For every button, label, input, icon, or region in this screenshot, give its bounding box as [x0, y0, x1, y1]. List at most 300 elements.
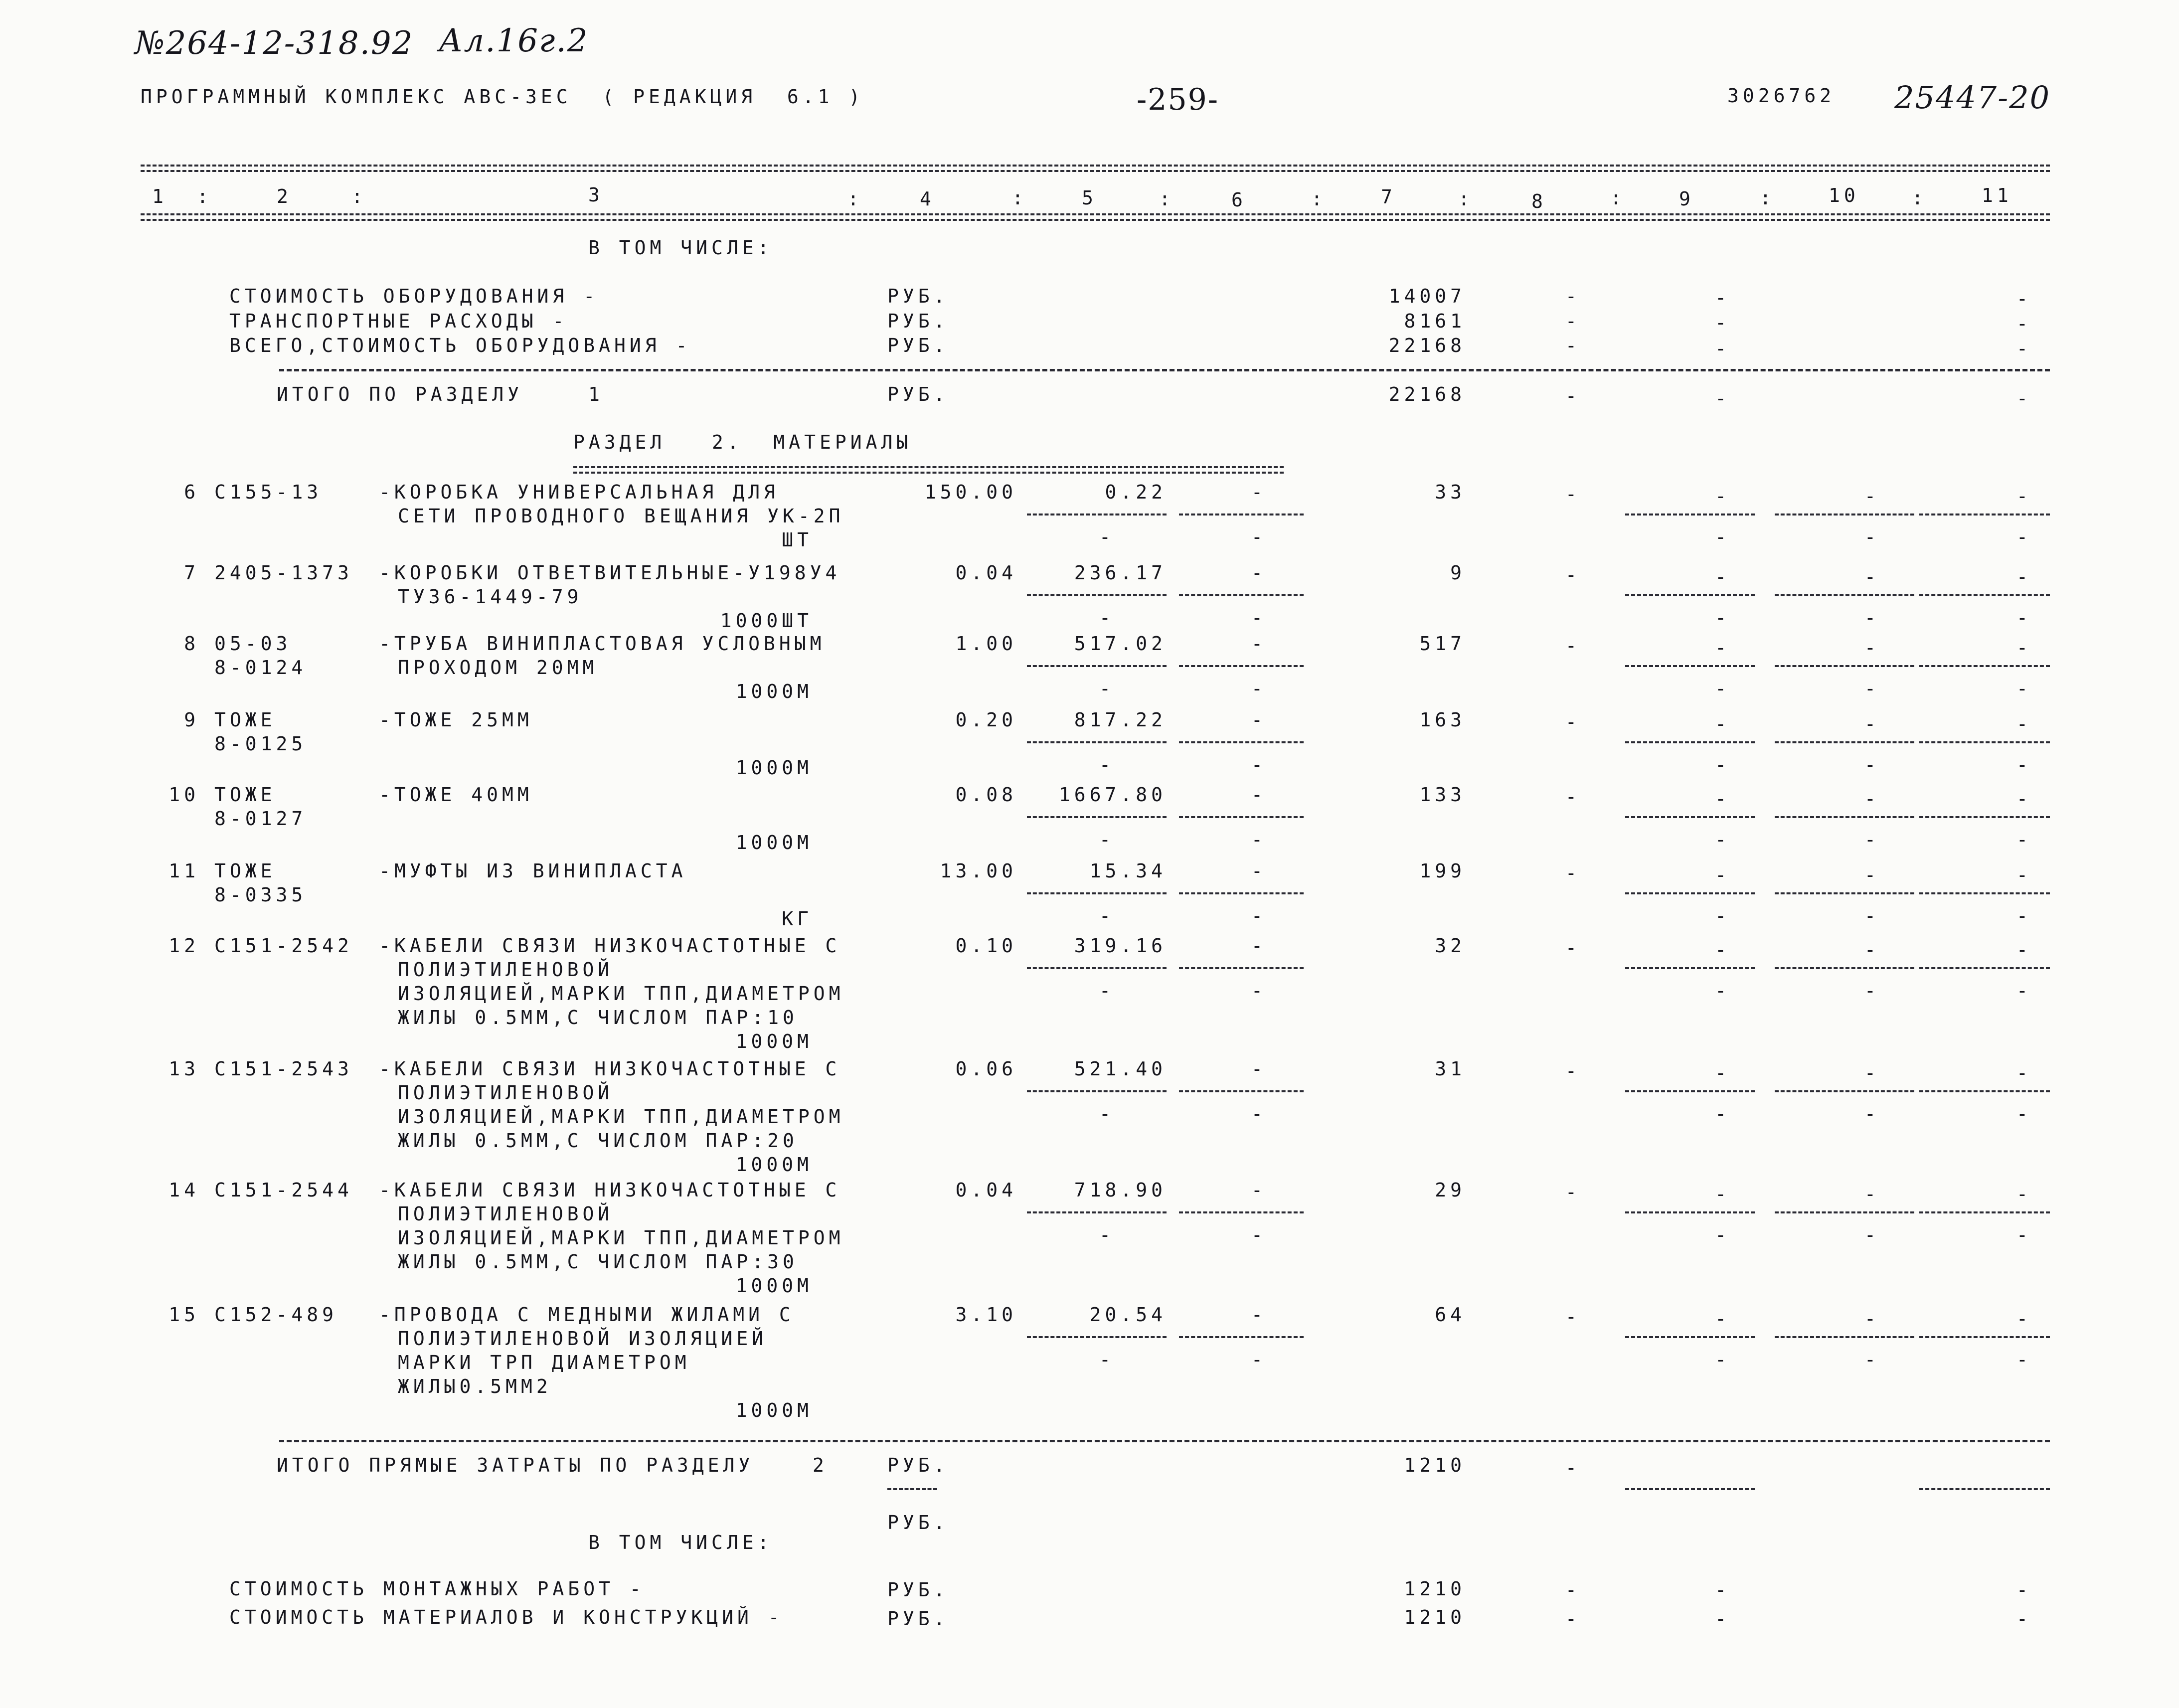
- empty-field-divider: [1919, 665, 2050, 667]
- col-5: 5: [1082, 187, 1097, 209]
- row-description: ПОЛИЭТИЛЕНОВОЙ: [398, 1203, 614, 1225]
- total-c8: -: [1565, 385, 1581, 407]
- empty-dash: -: [1715, 980, 1730, 1002]
- empty-dash: -: [2016, 713, 2032, 735]
- empty-field-divider: [1775, 1090, 1914, 1092]
- section2-vtom-label: В ТОМ ЧИСЛЕ:: [588, 1532, 773, 1553]
- empty-field-divider: [1625, 513, 1755, 515]
- page-number: -259-: [1137, 82, 1219, 117]
- empty-dash: -: [1099, 607, 1115, 629]
- empty-dash: -: [1099, 1103, 1115, 1125]
- row-description: -КАБЕЛИ СВЯЗИ НИЗКОЧАСТОТНЫЕ С: [379, 1179, 841, 1201]
- price-divider: [1179, 741, 1304, 743]
- empty-dash: -: [1864, 829, 1880, 851]
- empty-dash: -: [1864, 788, 1880, 810]
- empty-dash: -: [1251, 678, 1267, 699]
- empty-dash: -: [2016, 905, 2032, 927]
- line-c11: -: [2016, 1579, 2032, 1601]
- empty-dash: -: [2016, 788, 2032, 810]
- header-rule-top: [141, 165, 2050, 172]
- line-c9: -: [1715, 1579, 1730, 1601]
- price-divider: [1027, 594, 1167, 596]
- empty-dash: -: [2016, 980, 2032, 1002]
- row-number: 7: [184, 562, 199, 584]
- price-divider: [1027, 892, 1167, 894]
- row-total: 517: [1419, 633, 1466, 655]
- row-description: ПОЛИЭТИЛЕНОВОЙ: [398, 959, 614, 981]
- row-total: 9: [1450, 562, 1466, 584]
- line-c9: -: [1715, 1608, 1730, 1630]
- empty-field-divider: [1775, 665, 1914, 667]
- line-value: 1210: [1404, 1578, 1466, 1600]
- total-section-number: 2: [813, 1454, 828, 1476]
- line-c8: -: [1565, 285, 1581, 307]
- row-unit-price: 517.02: [1074, 633, 1167, 655]
- empty-dash: -: [2016, 754, 2032, 776]
- row-col8: -: [1565, 862, 1581, 884]
- empty-dash: -: [1715, 1224, 1730, 1246]
- line-c9: -: [1715, 338, 1730, 359]
- empty-dash: -: [1251, 526, 1267, 548]
- empty-dash: -: [1715, 485, 1730, 507]
- empty-dash: -: [1715, 829, 1730, 851]
- empty-dash: -: [1715, 788, 1730, 810]
- row-quantity: 1.00: [955, 633, 1017, 655]
- col-sep: :: [1760, 187, 1775, 209]
- empty-dash: -: [1099, 678, 1115, 699]
- row-col8: -: [1565, 564, 1581, 586]
- price-divider: [1027, 967, 1167, 969]
- divider: [279, 369, 2050, 371]
- row-unit-price: 1667.80: [1058, 784, 1167, 806]
- row-total: 29: [1435, 1179, 1466, 1201]
- row-code: 05-03: [214, 633, 292, 655]
- empty-dash: -: [2016, 607, 2032, 629]
- row-description: ПРОХОДОМ 20ММ: [398, 657, 598, 679]
- empty-field-divider: [1919, 513, 2050, 515]
- col-8: 8: [1531, 190, 1547, 212]
- handwritten-doc-number: №264-12-318.92: [135, 25, 414, 62]
- row-col6: -: [1251, 481, 1267, 503]
- col-11: 11: [1982, 184, 2012, 206]
- empty-dash: -: [1251, 980, 1267, 1002]
- row-col8: -: [1565, 1060, 1581, 1082]
- col-2: 2: [277, 185, 292, 207]
- row-code: ТОЖЕ: [214, 860, 276, 882]
- empty-dash: -: [1715, 1183, 1730, 1205]
- row-total: 163: [1419, 709, 1466, 731]
- row-description: -КОРОБКА УНИВЕРСАЛЬНАЯ ДЛЯ: [379, 481, 779, 503]
- line-c11: -: [2016, 313, 2032, 335]
- row-code: С152-489: [214, 1304, 338, 1326]
- line-label: СТОИМОСТЬ МАТЕРИАЛОВ И КОНСТРУКЦИЙ -: [229, 1606, 784, 1628]
- row-quantity: 13.00: [940, 860, 1017, 882]
- empty-field-divider: [1625, 892, 1755, 894]
- empty-dash: -: [1251, 754, 1267, 776]
- empty-dash: -: [1864, 678, 1880, 699]
- line-c11: -: [2016, 338, 2032, 359]
- empty-dash: -: [2016, 485, 2032, 507]
- empty-dash: -: [1864, 864, 1880, 886]
- row-quantity: 150.00: [924, 481, 1017, 503]
- empty-dash: -: [1715, 607, 1730, 629]
- line-unit: РУБ.: [887, 1579, 949, 1601]
- price-divider: [1179, 892, 1304, 894]
- line-value: 14007: [1388, 285, 1466, 307]
- col-sep: :: [847, 188, 863, 210]
- empty-dash: -: [1715, 713, 1730, 735]
- col-7: 7: [1381, 186, 1396, 208]
- line-c8: -: [1565, 1608, 1581, 1630]
- row-description: -МУФТЫ ИЗ ВИНИПЛАСТА: [379, 860, 687, 882]
- row-unit-price: 20.54: [1089, 1304, 1167, 1326]
- row-total: 33: [1435, 481, 1466, 503]
- empty-dash: -: [1715, 905, 1730, 927]
- line-value: 1210: [1404, 1606, 1466, 1628]
- row-code: 8-0127: [214, 808, 307, 830]
- row-col6: -: [1251, 1304, 1267, 1326]
- col-3: 3: [588, 184, 604, 206]
- empty-dash: -: [1099, 1349, 1115, 1370]
- empty-dash: -: [1251, 1349, 1267, 1370]
- price-divider: [1027, 1336, 1167, 1338]
- empty-dash: -: [1715, 526, 1730, 548]
- row-unit-price: 718.90: [1074, 1179, 1167, 1201]
- empty-field-divider: [1919, 594, 2050, 596]
- line-unit: РУБ.: [887, 310, 949, 332]
- empty-dash: -: [1251, 1224, 1267, 1246]
- empty-dash: -: [1864, 754, 1880, 776]
- empty-field-divider: [1919, 1336, 2050, 1338]
- empty-dash: -: [1864, 566, 1880, 588]
- row-code: 8-0335: [214, 884, 307, 906]
- line-value: 22168: [1388, 335, 1466, 356]
- row-col6: -: [1251, 562, 1267, 584]
- row-description: ИЗОЛЯЦИЕЙ,МАРКИ ТПП,ДИАМЕТРОМ: [398, 1106, 844, 1128]
- total-c9: -: [1715, 387, 1730, 409]
- col-6: 6: [1231, 189, 1247, 211]
- empty-field-divider: [1775, 513, 1914, 515]
- empty-dash: -: [2016, 678, 2032, 699]
- row-number: 9: [184, 709, 199, 731]
- empty-field-divider: [1919, 967, 2050, 969]
- row-col6: -: [1251, 1179, 1267, 1201]
- empty-dash: -: [2016, 939, 2032, 961]
- empty-dash: -: [1715, 1103, 1730, 1125]
- row-unit: КГ: [782, 908, 813, 930]
- empty-dash: -: [1864, 637, 1880, 659]
- empty-dash: -: [2016, 1349, 2032, 1370]
- total-label: ИТОГО ПРЯМЫЕ ЗАТРАТЫ ПО РАЗДЕЛУ: [277, 1454, 754, 1476]
- empty-field-divider: [1775, 594, 1914, 596]
- empty-dash: -: [1251, 1103, 1267, 1125]
- price-divider: [1179, 1336, 1304, 1338]
- total-c11: -: [2016, 387, 2032, 409]
- empty-dash: -: [2016, 1103, 2032, 1125]
- line-c11: -: [2016, 1608, 2032, 1630]
- col-sep: :: [1458, 188, 1474, 210]
- col11-underline: [1919, 1488, 2050, 1490]
- col-4: 4: [920, 188, 935, 210]
- row-unit: 1000М: [735, 1030, 813, 1052]
- empty-dash: -: [1864, 485, 1880, 507]
- empty-field-divider: [1919, 1211, 2050, 1213]
- col-sep: :: [1012, 187, 1027, 209]
- row-unit: 1000М: [735, 1154, 813, 1176]
- total-unit: РУБ.: [887, 1454, 949, 1476]
- empty-field-divider: [1625, 816, 1755, 818]
- empty-dash: -: [2016, 1224, 2032, 1246]
- row-unit: ШТ: [782, 529, 813, 551]
- row-code: 8-0124: [214, 657, 307, 679]
- row-col8: -: [1565, 1181, 1581, 1203]
- row-number: 13: [168, 1058, 199, 1080]
- empty-dash: -: [1864, 1183, 1880, 1205]
- row-description: ИЗОЛЯЦИЕЙ,МАРКИ ТПП,ДИАМЕТРОМ: [398, 983, 844, 1005]
- empty-dash: -: [1099, 905, 1115, 927]
- total-unit-2: РУБ.: [887, 1512, 949, 1534]
- empty-dash: -: [2016, 1062, 2032, 1084]
- price-divider: [1179, 1090, 1304, 1092]
- empty-field-divider: [1775, 741, 1914, 743]
- row-unit: 1000М: [735, 1275, 813, 1297]
- row-col8: -: [1565, 786, 1581, 808]
- empty-dash: -: [1864, 1308, 1880, 1330]
- row-unit-price: 236.17: [1074, 562, 1167, 584]
- row-number: 10: [168, 784, 199, 806]
- price-divider: [1179, 816, 1304, 818]
- row-description: -ТРУБА ВИНИПЛАСТОВАЯ УСЛОВНЫМ: [379, 633, 826, 655]
- price-divider: [1179, 967, 1304, 969]
- row-col6: -: [1251, 1058, 1267, 1080]
- row-description: -ТОЖЕ 25ММ: [379, 709, 533, 731]
- row-unit-price: 15.34: [1089, 860, 1167, 882]
- empty-dash: -: [1251, 829, 1267, 851]
- empty-dash: -: [1864, 1349, 1880, 1370]
- line-unit: РУБ.: [887, 1608, 949, 1630]
- row-description: -КОРОБКИ ОТВЕТВИТЕЛЬНЫЕ-У198У4: [379, 562, 841, 584]
- empty-dash: -: [1099, 526, 1115, 548]
- row-number: 12: [168, 935, 199, 957]
- empty-dash: -: [1715, 566, 1730, 588]
- empty-dash: -: [1251, 905, 1267, 927]
- empty-dash: -: [1251, 607, 1267, 629]
- row-description: -ТОЖЕ 40ММ: [379, 784, 533, 806]
- empty-dash: -: [1715, 637, 1730, 659]
- line-value: 8161: [1404, 310, 1466, 332]
- row-description: ЖИЛЫ 0.5ММ,С ЧИСЛОМ ПАР:20: [398, 1130, 798, 1152]
- empty-dash: -: [2016, 526, 2032, 548]
- empty-dash: -: [2016, 864, 2032, 886]
- empty-field-divider: [1625, 665, 1755, 667]
- row-col6: -: [1251, 860, 1267, 882]
- empty-dash: -: [1099, 1224, 1115, 1246]
- row-code: С151-2542: [214, 935, 353, 957]
- row-col6: -: [1251, 633, 1267, 655]
- section2-title-rule: [573, 466, 1284, 474]
- row-unit: 1000М: [735, 681, 813, 702]
- row-code: 2405-1373: [214, 562, 353, 584]
- empty-dash: -: [1864, 905, 1880, 927]
- empty-dash: -: [1715, 1308, 1730, 1330]
- row-col6: -: [1251, 709, 1267, 731]
- empty-field-divider: [1919, 816, 2050, 818]
- row-total: 199: [1419, 860, 1466, 882]
- line-label: ТРАНСПОРТНЫЕ РАСХОДЫ -: [229, 310, 568, 332]
- empty-dash: -: [1864, 1224, 1880, 1246]
- row-unit-price: 521.40: [1074, 1058, 1167, 1080]
- row-code: С151-2543: [214, 1058, 353, 1080]
- empty-field-divider: [1775, 967, 1914, 969]
- row-number: 8: [184, 633, 199, 655]
- total-label: ИТОГО ПО РАЗДЕЛУ: [277, 383, 523, 405]
- program-header: ПРОГРАММНЫЙ КОМПЛЕКС АВС-3ЕС ( РЕДАКЦИЯ 6.1 ): [141, 86, 864, 108]
- program-code: 3026762: [1727, 85, 1836, 107]
- row-quantity: 3.10: [955, 1304, 1017, 1326]
- empty-field-divider: [1775, 1211, 1914, 1213]
- row-number: 6: [184, 481, 199, 503]
- row-unit-price: 319.16: [1074, 935, 1167, 957]
- empty-dash: -: [1715, 678, 1730, 699]
- price-divider: [1179, 594, 1304, 596]
- col-sep: :: [351, 185, 367, 207]
- col-sep: :: [1912, 187, 1927, 209]
- row-description: ТУ36-1449-79: [398, 586, 583, 608]
- total-value: 22168: [1388, 383, 1466, 405]
- empty-dash: -: [1864, 1062, 1880, 1084]
- col-1: 1: [152, 185, 168, 207]
- row-number: 14: [168, 1179, 199, 1201]
- row-unit: 1000М: [735, 1399, 813, 1421]
- line-unit: РУБ.: [887, 285, 949, 307]
- empty-dash: -: [1864, 607, 1880, 629]
- empty-field-divider: [1775, 1336, 1914, 1338]
- price-divider: [1027, 1211, 1167, 1213]
- empty-dash: -: [1864, 939, 1880, 961]
- row-description: ПОЛИЭТИЛЕНОВОЙ ИЗОЛЯЦИЕЙ: [398, 1328, 768, 1350]
- line-c9: -: [1715, 312, 1730, 334]
- row-total: 31: [1435, 1058, 1466, 1080]
- row-quantity: 0.04: [955, 1179, 1017, 1201]
- empty-field-divider: [1625, 741, 1755, 743]
- row-description: ЖИЛЫ 0.5ММ,С ЧИСЛОМ ПАР:30: [398, 1251, 798, 1273]
- row-quantity: 0.10: [955, 935, 1017, 957]
- line-unit: РУБ.: [887, 335, 949, 356]
- row-col8: -: [1565, 483, 1581, 505]
- line-c9: -: [1715, 287, 1730, 309]
- row-total: 32: [1435, 935, 1466, 957]
- empty-dash: -: [1099, 829, 1115, 851]
- empty-dash: -: [2016, 637, 2032, 659]
- line-label: СТОИМОСТЬ МОНТАЖНЫХ РАБОТ -: [229, 1578, 645, 1600]
- line-c11: -: [2016, 288, 2032, 310]
- col-10: 10: [1829, 184, 1859, 206]
- col-sep: :: [1610, 187, 1626, 209]
- row-quantity: 0.06: [955, 1058, 1017, 1080]
- empty-field-divider: [1625, 1090, 1755, 1092]
- line-label: ВСЕГО,СТОИМОСТЬ ОБОРУДОВАНИЯ -: [229, 335, 691, 356]
- total-value: 1210: [1404, 1454, 1466, 1476]
- empty-dash: -: [1715, 1349, 1730, 1370]
- empty-dash: -: [2016, 1308, 2032, 1330]
- row-col8: -: [1565, 937, 1581, 959]
- price-divider: [1179, 665, 1304, 667]
- row-description: ПОЛИЭТИЛЕНОВОЙ: [398, 1082, 614, 1104]
- empty-dash: -: [1099, 754, 1115, 776]
- empty-dash: -: [1864, 526, 1880, 548]
- col-sep: :: [1311, 188, 1327, 210]
- handwritten-album: Ал.16г.2: [439, 22, 589, 59]
- empty-dash: -: [2016, 1183, 2032, 1205]
- empty-dash: -: [1715, 1062, 1730, 1084]
- row-unit: 1000ШТ: [720, 610, 813, 632]
- empty-field-divider: [1625, 594, 1755, 596]
- price-divider: [1027, 665, 1167, 667]
- handwritten-order-number: 25447-20: [1894, 79, 2051, 116]
- empty-dash: -: [2016, 566, 2032, 588]
- row-unit: 1000М: [735, 832, 813, 854]
- empty-dash: -: [1715, 754, 1730, 776]
- row-code: ТОЖЕ: [214, 709, 276, 731]
- row-unit: 1000М: [735, 757, 813, 779]
- total-unit: РУБ.: [887, 383, 949, 405]
- row-description: ЖИЛЫ 0.5ММ,С ЧИСЛОМ ПАР:10: [398, 1007, 798, 1028]
- row-col6: -: [1251, 784, 1267, 806]
- row-code: С151-2544: [214, 1179, 353, 1201]
- col9-underline: [1625, 1488, 1755, 1490]
- price-divider: [1027, 513, 1167, 515]
- empty-dash: -: [2016, 829, 2032, 851]
- row-quantity: 0.04: [955, 562, 1017, 584]
- line-c8: -: [1565, 335, 1581, 356]
- row-col8: -: [1565, 711, 1581, 733]
- row-col8: -: [1565, 635, 1581, 657]
- row-quantity: 0.20: [955, 709, 1017, 731]
- col-sep: :: [1159, 188, 1174, 210]
- total-c8: -: [1565, 1457, 1581, 1479]
- row-col8: -: [1565, 1306, 1581, 1328]
- empty-dash: -: [1864, 1103, 1880, 1125]
- row-description: ЖИЛЫ0.5ММ2: [398, 1375, 552, 1397]
- row-total: 133: [1419, 784, 1466, 806]
- empty-field-divider: [1775, 816, 1914, 818]
- empty-dash: -: [1864, 713, 1880, 735]
- row-code: С155-13: [214, 481, 323, 503]
- header-rule-bottom: [141, 213, 2050, 221]
- price-divider: [1027, 816, 1167, 818]
- price-divider: [1179, 513, 1304, 515]
- col-9: 9: [1679, 188, 1694, 210]
- row-number: 15: [168, 1304, 199, 1326]
- empty-field-divider: [1775, 892, 1914, 894]
- col-sep: :: [197, 185, 212, 207]
- empty-field-divider: [1919, 1090, 2050, 1092]
- row-description: -КАБЕЛИ СВЯЗИ НИЗКОЧАСТОТНЫЕ С: [379, 935, 841, 957]
- row-description: ИЗОЛЯЦИЕЙ,МАРКИ ТПП,ДИАМЕТРОМ: [398, 1227, 844, 1249]
- row-col6: -: [1251, 935, 1267, 957]
- empty-field-divider: [1625, 1336, 1755, 1338]
- price-divider: [1027, 1090, 1167, 1092]
- row-total: 64: [1435, 1304, 1466, 1326]
- row-description: -КАБЕЛИ СВЯЗИ НИЗКОЧАСТОТНЫЕ С: [379, 1058, 841, 1080]
- row-description: СЕТИ ПРОВОДНОГО ВЕЩАНИЯ УК-2П: [398, 505, 844, 527]
- row-code: ТОЖЕ: [214, 784, 276, 806]
- unit-underline: [887, 1488, 937, 1490]
- price-divider: [1179, 1211, 1304, 1213]
- empty-field-divider: [1625, 967, 1755, 969]
- empty-dash: -: [1864, 980, 1880, 1002]
- empty-field-divider: [1919, 892, 2050, 894]
